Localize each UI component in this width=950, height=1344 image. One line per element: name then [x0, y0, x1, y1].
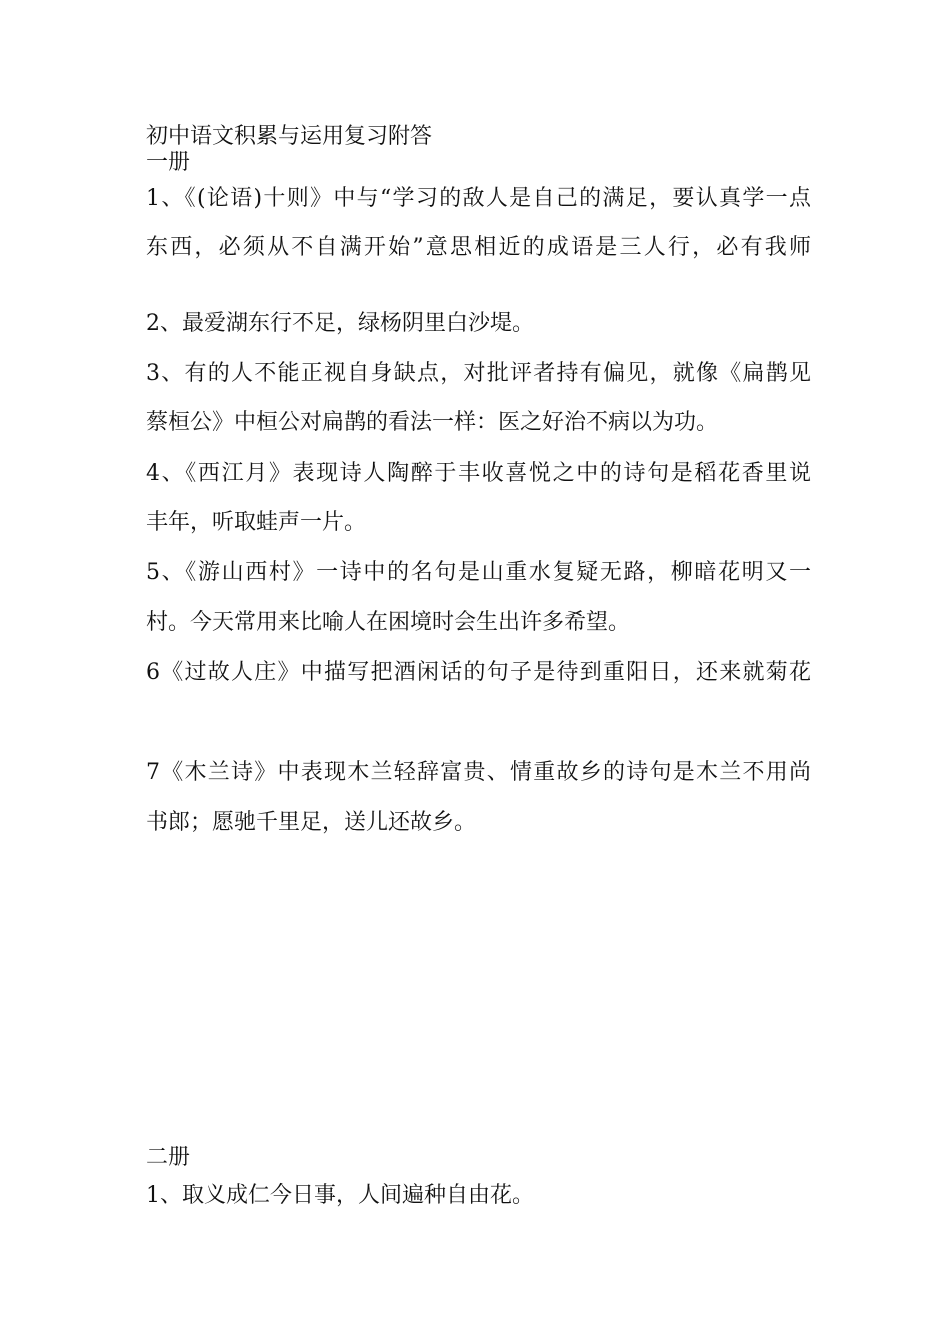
document-title: 初中语文积累与运用复习附答	[146, 124, 433, 149]
text-line: 1、《(论语)十则》中与“学习的敌人是自己的满足，要认真学一点	[146, 186, 811, 211]
section-label-book-2: 二册	[146, 1145, 191, 1170]
text-line: 5、《游山西村》一诗中的名句是山重水复疑无路，柳暗花明又一	[146, 560, 811, 585]
text-line: 4、《西江月》表现诗人陶醉于丰收喜悦之中的诗句是稻花香里说	[146, 461, 811, 486]
text-line: 2、最爱湖东行不足，绿杨阴里白沙堤。	[146, 311, 534, 336]
section-label-book-1: 一册	[146, 150, 191, 175]
text-line: 1、取义成仁今日事，人间遍种自由花。	[146, 1183, 534, 1208]
text-line: 丰年，听取蛙声一片。	[146, 510, 367, 535]
text-line: 7《木兰诗》中表现木兰轻辞富贵、情重故乡的诗句是木兰不用尚	[146, 760, 811, 785]
text-line: 村。今天常用来比喻人在困境时会生出许多希望。	[146, 610, 631, 635]
text-line: 3、有的人不能正视自身缺点，对批评者持有偏见，就像《扁鹊见	[146, 361, 811, 386]
text-line: 6《过故人庄》中描写把酒闲话的句子是待到重阳日，还来就菊花	[146, 660, 811, 685]
text-line: 书郎；愿驰千里足，送儿还故乡。	[146, 810, 477, 835]
text-line: 蔡桓公》中桓公对扁鹊的看法一样：医之好治不病以为功。	[146, 410, 719, 435]
text-line: 东西，必须从不自满开始”意思相近的成语是三人行，必有我师	[146, 235, 811, 260]
